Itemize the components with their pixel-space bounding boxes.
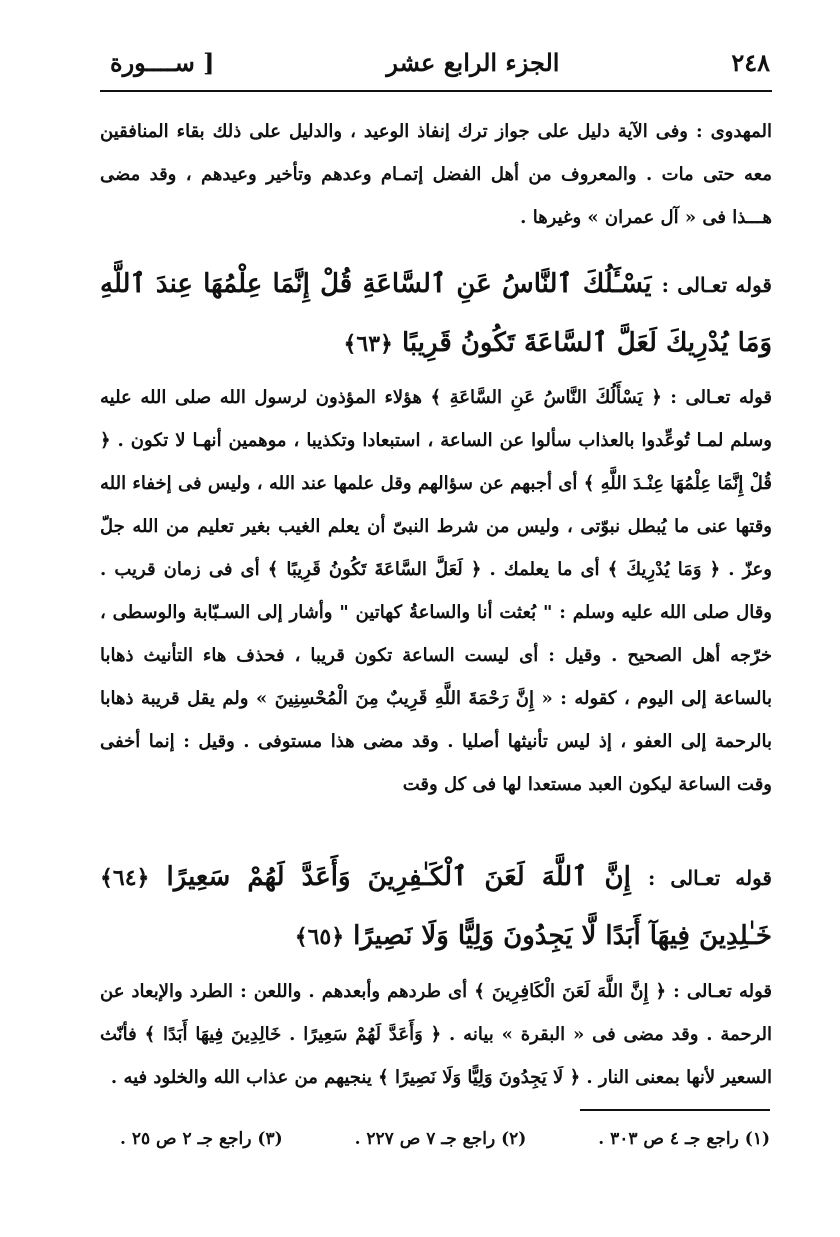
verse-63	[100, 255, 772, 373]
paragraph-2: قوله تعـالى : ﴿ يَسْأَلُكَ النَّاسُ عَنِ السَّاعَةِ ﴾ هؤلاء المؤذون لرسول الله صلى الله عليه وسلم لمـا تُوعِّدوا بالعذاب سألوا عن الساعة ، استبعادا وتكذيبا ، موهمين أنهـا لا تكون . ﴿ قُلْ إِنَّمَا عِلْمُهَا عِنْـدَ اللَّهِ ﴾ أى أجبهم عن سؤالهم وقل علمها عند الله ، وليس فى إخفاء الله وقتها عنى ما يُبطل نبوّتى ، وليس من شرط النبىّ أن يعلم الغيب بغير تعليم من الله جلّ وعزّ . ﴿ وَمَا يُدْرِيكَ ﴾ أى ما يعلمك . ﴿ لَعَلَّ السَّاعَةَ تَكُونُ قَرِيبًا ﴾ أى فى زمان قريب . وقال صلى الله عليه وسلم : " بُعثت أنا والساعةُ كهاتين " وأشار إلى السـبّابة والوسطى ، خرّجه أهل الصحيح . وقيل : أى ليست الساعة تكون قريبا ، فحذف هاء التأنيث ذهابا بالساعة إلى اليوم ، كقوله : « إِنَّ رَحْمَةَ اللَّهِ قَرِيبٌ مِنَ الْمُحْسِنِينَ » ولم يقل قريبة ذهابا بالرحمة إلى العفو ، إذ ليس تأنيثها أصليا . وقد مضى هذا مستوفى . وقيل : إنما أخفى وقت الساعة ليكون العبد مستعدا لها فى كل وقت	[100, 387, 772, 795]
verse-number-marker: ﴿٦٣﴾	[343, 331, 393, 357]
header-rule	[100, 90, 772, 92]
verse-text: يَسْـَٔلُكَ ٱلنَّاسُ عَنِ ٱلسَّاعَةِ قُلْ إِنَّمَا عِلْمُهَا عِندَ ٱللَّهِ وَمَا يُدْرِيكَ لَعَلَّ ٱلسَّاعَةَ تَكُونُ قَرِيبًا	[100, 269, 772, 358]
verse-text-64: إِنَّ ٱللَّهَ لَعَنَ ٱلْكَـٰفِرِينَ وَأَعَدَّ لَهُمْ سَعِيرًا	[166, 862, 631, 892]
verse-intro: قوله تعـالى :	[661, 273, 772, 297]
verse-number-marker-65: ﴿٦٥﴾	[294, 924, 345, 950]
verse-number-marker-64: ﴿٦٤﴾	[100, 865, 150, 891]
page-number: ٢٤٨	[731, 47, 770, 77]
paragraph-1: المهدوى : وفى الآية دليل على جواز ترك إنفاذ الوعيد ، والدليل على ذلك بقاء المنافقين معه حتى مات . والمعروف من أهل الفضل إتمـام وعدهم وتأخير وعيدهم ، وقد مضى هـــذا فى « آل عمران » وغيرها .	[100, 121, 772, 228]
page-header	[110, 40, 770, 84]
footnote-2: (٢) راجع جـ ٧ ص ٢٢٧ .	[354, 1129, 527, 1149]
verse-intro: قوله تعـالى :	[647, 866, 772, 890]
footnote-1: (١) راجع جـ ٤ ص ٣٠٣ .	[598, 1129, 770, 1149]
verse-text-65: خَـٰلِدِينَ فِيهَآ أَبَدًا لَّا يَجِدُونَ وَلِيًّا وَلَا نَصِيرًا	[353, 921, 772, 951]
footnote-3: (٣) راجع جـ ٢ ص ٢٥ .	[120, 1129, 283, 1149]
part-title: الجزء الرابع عشر	[386, 47, 560, 77]
verse-64-65	[100, 848, 772, 966]
surah-label: [ ســــورة	[110, 47, 215, 77]
footnote-rule	[580, 1109, 770, 1111]
paragraph-3: قوله تعـالى : ﴿ إِنَّ اللَّهَ لَعَنَ الْكَافِرِينَ ﴾ أى طردهم وأبعدهم . واللعن : الطرد والإبعاد عن الرحمة . وقد مضى فى « البقرة » بيانه . ﴿ وَأَعَدَّ لَهُمْ سَعِيرًا . خَالِدِينَ فِيهَا أَبَدًا ﴾ فأنّث السعير لأنها بمعنى النار . ﴿ لَا يَجِدُونَ وَلِيًّا وَلَا نَصِيرًا ﴾ ينجيهم من عذاب الله والخلود فيه .	[100, 981, 772, 1088]
footnotes	[120, 1122, 770, 1156]
